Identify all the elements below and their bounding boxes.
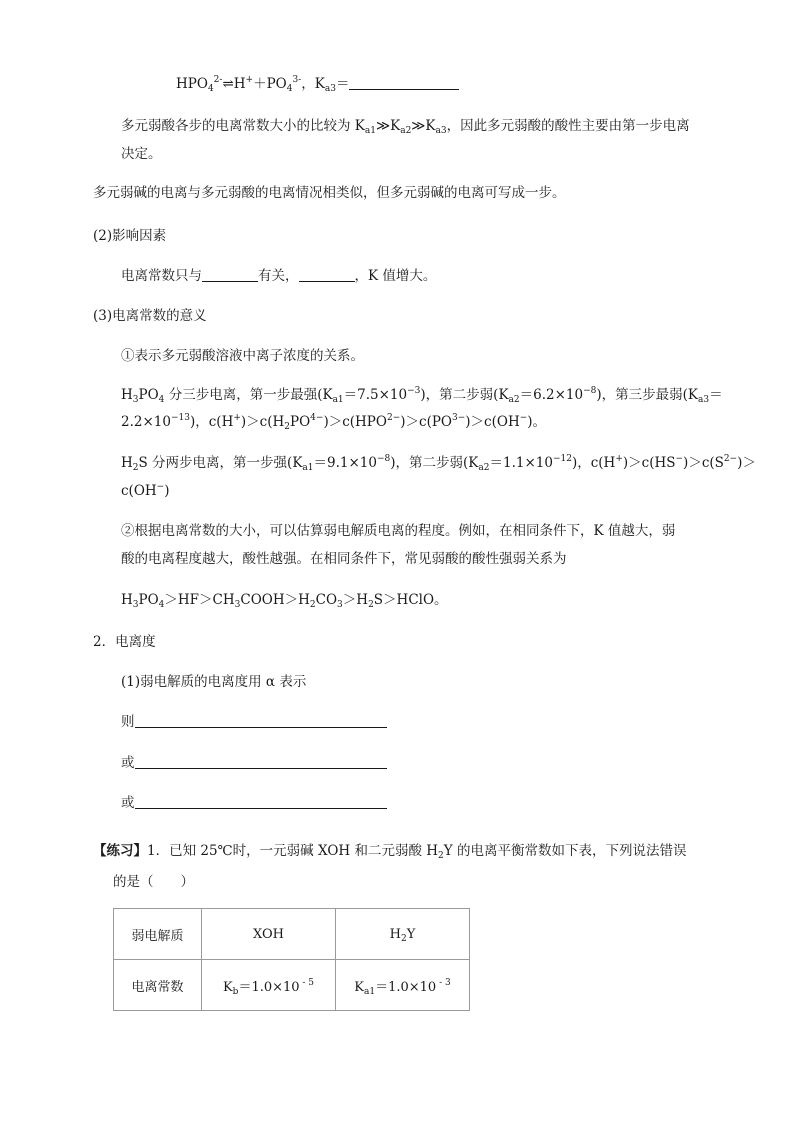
text: ，K 值增大。: [354, 268, 437, 284]
paragraph-line: [121, 481, 170, 501]
paragraph-line: ②根据电离常数的大小，可以估算弱电解质电离的程度。例如，在相同条件下，K 值越大，弱: [121, 523, 676, 539]
paragraph-line: 多元弱碱的电离与多元弱酸的电离情况相类似，但多元弱碱的电离可写成一步。: [93, 185, 566, 201]
text: PO: [138, 592, 159, 608]
section-heading: 2．电离度: [93, 634, 156, 650]
text: )。: [527, 414, 547, 430]
table-cell: XOH: [202, 909, 336, 960]
sup: −: [675, 454, 684, 464]
text: ＞HF＞CH: [164, 592, 235, 608]
text: ，因此多元弱酸的酸性主要由第一步电离: [446, 118, 690, 134]
text: H: [121, 592, 133, 608]
text: HPO: [176, 76, 208, 92]
text: CO: [315, 592, 338, 608]
paragraph-line: (1)弱电解质的电离度用 α 表示: [121, 674, 307, 690]
text: S＞HClO。: [373, 592, 448, 608]
ionization-constant-table: [113, 908, 470, 1011]
sup: 2−: [386, 413, 401, 423]
sub: b: [232, 986, 239, 997]
text: 2.2×10: [121, 414, 171, 430]
sub: 4: [158, 395, 165, 405]
equation-hpo4: [176, 74, 459, 94]
sup: +: [233, 413, 241, 423]
text: Y: [406, 926, 416, 942]
text: H: [121, 455, 133, 471]
sub: a2: [478, 463, 490, 473]
sup: −12: [552, 454, 572, 464]
sub: a3: [698, 395, 710, 405]
sub: a1: [332, 395, 344, 405]
text: ≫K: [375, 118, 401, 134]
text: 电离常数只与: [121, 268, 202, 284]
text: 有关，: [258, 268, 299, 284]
paragraph-line: 的是（ ）: [113, 874, 194, 890]
text: ＝: [335, 76, 350, 92]
text: )，第三步最弱(K: [596, 387, 698, 403]
table-cell: [336, 960, 470, 1011]
sup: −8: [376, 454, 391, 464]
text: ，K: [301, 76, 325, 92]
sup: +: [615, 454, 623, 464]
sub: 3: [132, 395, 139, 405]
text: )＞c(OH: [465, 414, 520, 430]
sub: 3: [234, 600, 241, 610]
sub: a2: [508, 395, 520, 405]
text: K: [354, 979, 364, 995]
paragraph-line: ①表示多元弱酸溶液中离子浓度的关系。: [121, 348, 364, 364]
text: H: [121, 387, 133, 403]
sub: 2: [438, 851, 444, 861]
text: 多元弱酸各步的电离常数大小的比较为 K: [121, 118, 365, 134]
text: )＞c(H: [240, 414, 285, 430]
sup: 2-: [213, 75, 223, 85]
text: )＞c(S: [683, 455, 724, 471]
exercise-tag: 【练习】: [93, 843, 147, 859]
sub: 2: [401, 933, 407, 944]
table-cell: 电离常数: [114, 960, 202, 1011]
text: PO: [290, 414, 311, 430]
paragraph-line: [121, 116, 690, 136]
section-heading: (3)电离常数的意义: [93, 308, 207, 324]
sup: 3−: [452, 413, 466, 423]
answer-line: [121, 753, 387, 773]
text: ＞H: [342, 592, 369, 608]
sup: 3-: [292, 75, 302, 85]
text: 分三步电离，第一步最强(K: [164, 387, 333, 403]
sub: 2: [309, 600, 316, 610]
text: COOH＞H: [240, 592, 310, 608]
sub: 3: [337, 600, 343, 610]
sub: a1: [364, 126, 376, 136]
text: ＝1.0×10: [375, 979, 437, 995]
table-cell: [336, 909, 470, 960]
text: )＞c(PO: [400, 414, 452, 430]
acid-strength-order: [121, 590, 448, 610]
text: ＝6.2×10: [519, 387, 584, 403]
sup: −3: [407, 386, 421, 396]
sup: −: [519, 413, 528, 423]
text: )，第二步弱(K: [420, 387, 509, 403]
sup: 4−: [310, 413, 324, 423]
text: ＋PO: [253, 76, 287, 92]
answer-blank: [135, 794, 387, 809]
sub: a2: [400, 126, 412, 136]
sup: 2−: [723, 454, 738, 464]
paragraph-line: [121, 385, 723, 405]
text: ⇌H: [222, 76, 246, 92]
sub: 4: [286, 84, 293, 94]
text: 则: [121, 714, 135, 730]
text: K: [222, 979, 233, 995]
text: ＝1.1×10: [489, 455, 553, 471]
answer-blank: [202, 267, 258, 282]
table-cell: 弱电解质: [114, 909, 202, 960]
table-row: [114, 909, 470, 960]
sup: −13: [170, 413, 190, 423]
text: ＝9.1×10: [313, 455, 377, 471]
sub: 2: [368, 600, 374, 610]
sub: a1: [302, 463, 314, 473]
sub: 4: [207, 84, 214, 94]
text: S 分两步电离，第一步强(K: [138, 455, 303, 471]
text: 1．已知 25℃时，一元弱碱 XOH 和二元弱酸 H: [147, 843, 439, 859]
sub: a3: [435, 126, 447, 136]
answer-blank: [349, 75, 459, 90]
text: ): [164, 483, 170, 499]
text: ＝1.0×10: [238, 979, 300, 995]
paragraph-line: 酸的电离程度越大，酸性越强。在相同条件下，常见弱酸的酸性强弱关系为: [121, 551, 567, 567]
table-cell: [202, 960, 336, 1011]
sup: +: [245, 75, 254, 85]
answer-blank: [299, 267, 355, 282]
text: ＝: [709, 387, 723, 403]
table-row: [114, 960, 470, 1011]
text: 或: [121, 755, 135, 771]
text: )，c(H: [571, 455, 616, 471]
sup: - 3: [436, 977, 451, 988]
paragraph-line: 决定。: [121, 146, 162, 162]
text: )＞: [737, 455, 756, 471]
sub: a3: [324, 84, 336, 94]
text: 或: [121, 795, 135, 811]
text: ≫K: [411, 118, 436, 134]
answer-line: [121, 712, 387, 732]
text: ＝7.5×10: [343, 387, 408, 403]
answer-blank: [135, 754, 387, 769]
sup: −8: [583, 386, 597, 396]
paragraph-line: [121, 412, 546, 432]
answer-blank: [135, 713, 387, 728]
sup: - 5: [299, 977, 315, 988]
text: Y 的电离平衡常数如下表，下列说法错误: [443, 843, 687, 859]
sup: −: [156, 482, 165, 492]
sub: 3: [132, 600, 139, 610]
text: )，c(H: [189, 414, 234, 430]
text: )＞c(HPO: [323, 414, 387, 430]
sub: 2: [284, 422, 290, 432]
section-heading: (2)影响因素: [93, 228, 167, 244]
sub: 4: [158, 600, 165, 610]
answer-line: [121, 793, 387, 813]
paragraph-line: [121, 266, 436, 286]
text: PO: [138, 387, 159, 403]
text: )＞c(HS: [622, 455, 676, 471]
paragraph-line: [121, 453, 756, 473]
exercise-prompt: [93, 841, 686, 861]
text: )，第二步弱(K: [390, 455, 479, 471]
sub: 2: [132, 463, 139, 473]
text: H: [389, 926, 401, 942]
text: c(OH: [121, 483, 157, 499]
sub: a1: [364, 986, 376, 997]
